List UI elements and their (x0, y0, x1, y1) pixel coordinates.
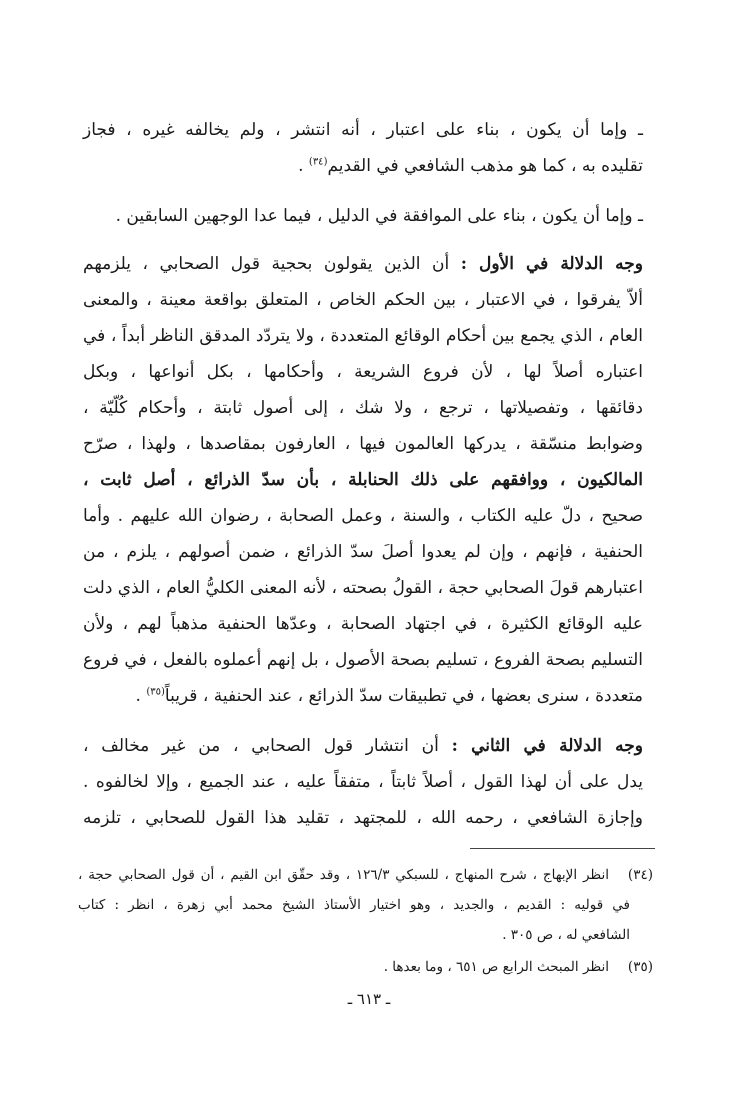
footnote-separator (470, 848, 655, 849)
text-line: ـ وإما أن يكون ، بناء على الموافقة في الدليل ، فيما عدا الوجهين السابقين . (115, 206, 643, 226)
text-line: صحيح ، دلّ عليه الكتاب ، والسنة ، وعمل الصحابة ، رضوان الله عليهم . وأما (83, 506, 643, 526)
text-line: المالكيون ، ووافقهم على ذلك الحنابلة ، بأن سدّ الذرائع ، أصل ثابت ، (83, 470, 643, 490)
text-line: وإجازة الشافعي ، رحمه الله ، للمجتهد ، تقليد هذا القول للصحابي ، تلزمه (83, 808, 643, 828)
section-heading: وجه الدلالة في الأول : (460, 254, 643, 274)
text-line: وضوابط منسّقة ، يدركها العالمون فيها ، العارفون بمقاصدها ، ولهذا ، صرّح (83, 434, 643, 454)
footnote-34: (٣٤)انظر الإبهاج ، شرح المنهاج ، للسبكي ١٢٦/٣ ، وقد حقّق ابن القيم ، أن قول الصحابي حجة ، (78, 860, 653, 890)
text-line: تقليده به ، كما هو مذهب الشافعي في القديم$^{(٣٤)}$ . (298, 156, 643, 176)
page-number: ـ ٦١٣ ـ (347, 990, 391, 1008)
footnote-34-line: في قوليه : القديم ، والجديد ، وهو اختيار الأستاذ الشيخ محمد أبي زهرة ، انظر : كتاب (78, 897, 630, 913)
text-line: اعتباره أصلاً لها ، لأن فروع الشريعة ، وأحكامها ، بكل أنواعها ، وبكل (83, 362, 643, 382)
text-line: ألاّ يفرقوا ، في الاعتبار ، بين الحكم الخاص ، المتعلق بواقعة معينة ، والمعنى (83, 290, 643, 310)
footnote-35: (٣٥)انظر المبحث الرابع ص ٦٥١ ، وما بعدها . (78, 952, 653, 982)
text-line: الحنفية ، فإنهم ، وإن لم يعدوا أصلَ سدّ الذرائع ، ضمن أصولهم ، يلزم ، من (83, 542, 643, 562)
footnote-34-line: الشافعي له ، ص ٣٠٥ . (502, 927, 630, 943)
text-line: متعددة ، سنرى بعضها ، في تطبيقات سدّ الذرائع ، عند الحنفية ، قريباً$^{(٣٥)}$ . (135, 686, 643, 706)
text-line: العام ، الذي يجمع بين أحكام الوقائع المتعددة ، ولا يتردّد المدقق الناظر أبداً ، في (83, 326, 643, 346)
text-line: اعتبارهم قولَ الصحابي حجة ، القولُ بصحته ، لأنه المعنى الكليُّ العام ، الذي دلت (82, 578, 643, 598)
section-heading: وجه الدلالة في الثاني : (451, 736, 643, 756)
text-line: وجه الدلالة في الثاني : أن انتشار قول الصحابي ، من غير مخالف ، (83, 736, 643, 756)
text-line: ـ وإما أن يكون ، بناء على اعتبار ، أنه انتشر ، ولم يخالفه غيره ، فجاز (83, 120, 643, 140)
footnote-number: (٣٥) (627, 959, 653, 975)
text-line: يدل على أن لهذا القول ، أصلاً ثابتاً ، متفقاً عليه ، عند الجميع ، وإلا لخالفوه . (83, 772, 643, 792)
text-line: عليه الوقائع الكثيرة ، في اجتهاد الصحابة ، وعدّها الحنفية مذهباً لهم ، ولأن (83, 614, 643, 634)
text-line: وجه الدلالة في الأول : أن الذين يقولون بحجية قول الصحابي ، يلزمهم (83, 254, 643, 274)
footnote-ref[interactable]: (٣٥) (146, 686, 165, 698)
footnote-ref[interactable]: (٣٤) (308, 156, 328, 168)
text-line: التسليم بصحة الفروع ، تسليم بصحة الأصول ، بل إنهم أعملوه بالفعل ، في فروع (83, 650, 643, 670)
footnote-number: (٣٤) (627, 867, 653, 883)
text-line: دقائقها ، وتفصيلاتها ، ترجع ، ولا شك ، إلى أصول ثابتة ، وأحكام كُلّيّة ، (83, 398, 643, 418)
